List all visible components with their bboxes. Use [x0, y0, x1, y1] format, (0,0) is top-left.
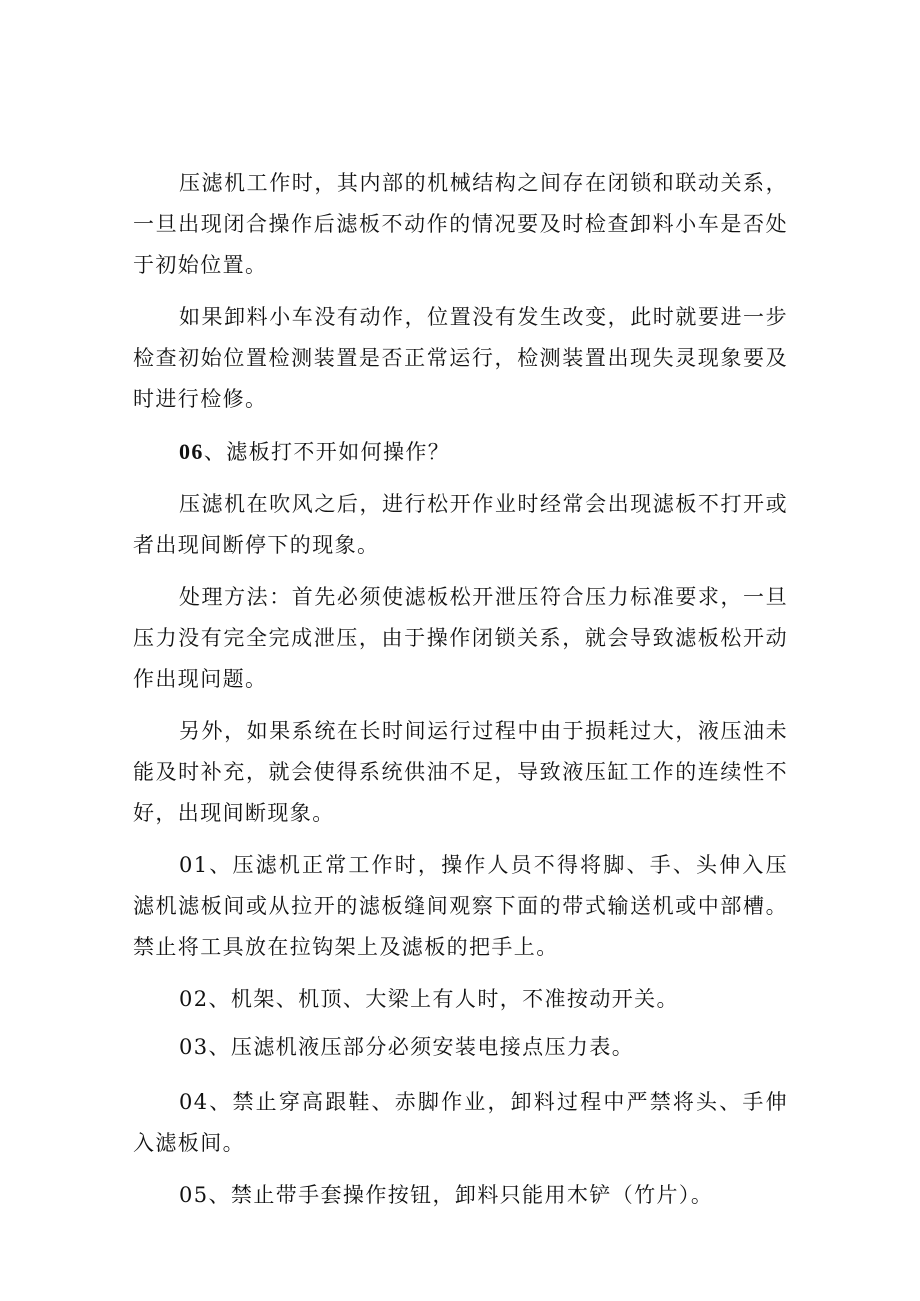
section-title: 、滤板打不开如何操作？ [203, 440, 451, 464]
paragraph-rule-04: 04、禁止穿高跟鞋、赤脚作业，卸料过程中严禁将头、手伸入滤板间。 [133, 1090, 788, 1155]
paragraph-hydraulic-oil: 另外，如果系统在长时间运行过程中由于损耗过大，液压油未能及时补充，就会使得系统供油不足，导致液压缸工作的连续性不好，出现间断现象。 [133, 719, 788, 825]
paragraph-plate-not-opening: 压滤机在吹风之后，进行松开作业时经常会出现滤板不打开或者出现间断停下的现象。 [133, 492, 788, 557]
paragraph-detection-device: 如果卸料小车没有动作，位置没有发生改变，此时就要进一步检查初始位置检测装置是否正常运行，检测装置出现失灵现象要及时进行检修。 [133, 305, 788, 411]
paragraph-rule-01: 01、压滤机正常工作时，操作人员不得将脚、手、头伸入压滤机滤板间或从拉开的滤板缝间观察下面的带式输送机或中部槽。禁止将工具放在拉钩架上及滤板的把手上。 [133, 853, 788, 959]
paragraph-rule-02: 02、机架、机顶、大梁上有人时，不准按动开关。 [179, 987, 679, 1011]
paragraph-closing-check: 压滤机工作时，其内部的机械结构之间存在闭锁和联动关系，一旦出现闭合操作后滤板不动作的情况要及时检查卸料小车是否处于初始位置。 [133, 171, 788, 277]
paragraph-rule-05: 05、禁止带手套操作按钮，卸料只能用木铲（竹片）。 [179, 1183, 714, 1207]
section-number: 06 [179, 439, 204, 464]
paragraph-treatment-method: 处理方法：首先必须使滤板松开泄压符合压力标准要求，一旦压力没有完全完成泄压，由于操作闭锁关系，就会导致滤板松开动作出现问题。 [133, 585, 788, 691]
paragraph-rule-03: 03、压滤机液压部分必须安装电接点压力表。 [179, 1035, 635, 1059]
document-body [133, 163, 788, 1227]
section-heading [133, 431, 788, 473]
